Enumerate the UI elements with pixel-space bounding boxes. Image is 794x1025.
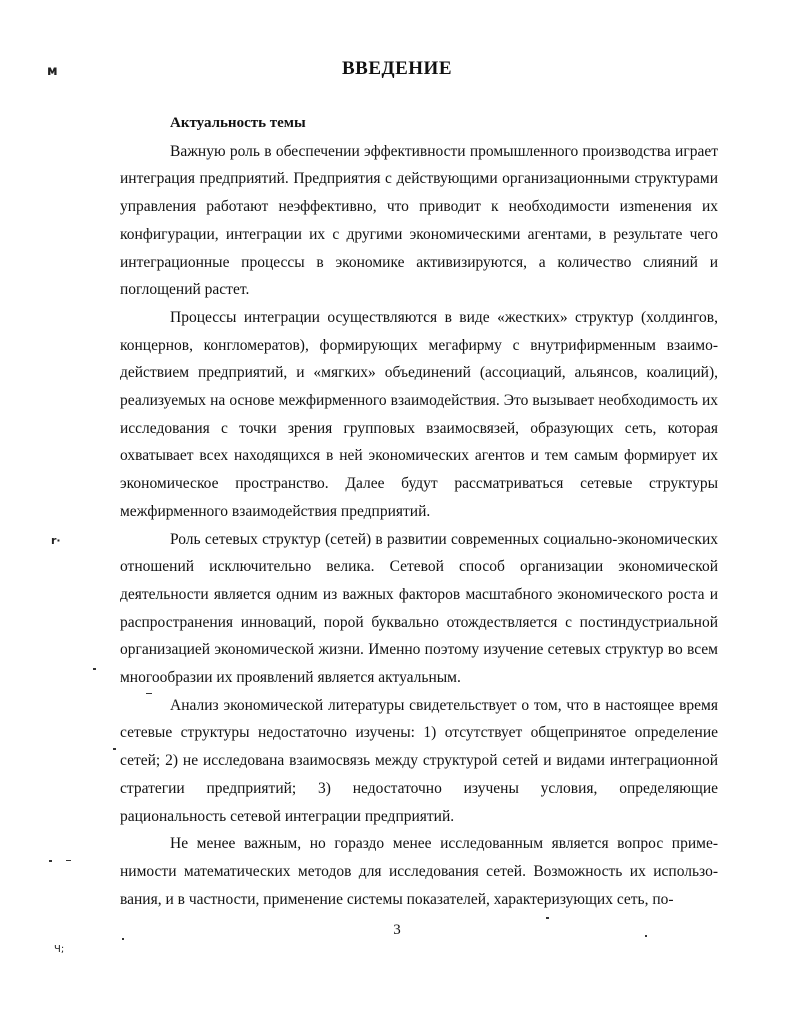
scan-artifact-mark: r· [51,534,61,547]
paragraph-5: Не менее важным, но гораздо менее исследованным является вопрос применимости математических методов для исследования сетей. Возможность их использования, и в частности, применение системы показателей, характеризующих сеть, по- [120,835,718,908]
paragraph-4: Анализ экономической литературы свидетельствует о том, что в настоящее время сетевые структуры недостаточно изучены: 1) отсутствует общепринятое определение сетей; 2) не исследована взаимосвязь между структурой сетей и видами интеграционной стратегии предприятий; 3) недостаточно изучены условия, определяющие рациональность сетевой интеграции предприятий. [120,696,718,825]
paragraph-1: Важную роль в обеспечении эффективности промышленного производства играет интеграция предприятий. Предприятия с действующими организационными структурами управления работают неэффективно, что приводит к необходимости изmенения их конфигурации, интеграции их с другими экономическими агентами, в результате чего интеграционные процессы в экономике активизируются, а количество слияний и поглощений растет. [120,142,718,299]
page-title: ВВЕДЕНИЕ [342,58,452,79]
scan-artifact-mark: м [47,64,58,79]
scan-artifact-mark: Ч; [54,944,65,955]
paragraph-2: Процессы интеграции осуществляются в виде «жестких» структур (холдингов, концернов, конгломератов), формирующих мегафирму с внутрифирменным взаимодействием предприятий, и «мягких» объединений (ассоциаций, альянсов, коалиций), реализуемых на основе межфирменного взаимодействия. Это вызывает необходимость их исследования с точки зрения групповых взаимосвязей, образующих сеть, которая охватывает всех находящихся в ней экономических агентов и тем самым формирует их экономическое пространство. Далее будут рассматриваться сетевые структуры межфирменного взаимодействия предприятий. [120,308,718,520]
scan-speck [49,860,52,862]
scan-speck [66,860,71,861]
scan-speck [93,668,96,670]
page-number: 3 [393,922,401,938]
section-subheading: Актуальность темы [170,115,306,131]
scan-speck [546,917,549,919]
scan-speck [113,748,116,750]
document-body [120,110,718,913]
paragraph-3: Роль сетевых структур (сетей) в развитии современных социально-экономических отношений исключительно велика. Сетевой способ организации экономической деятельности является одним из важных факторов масштабного экономического роста и распространения инноваций, порой буквально отождествляется с постиндустриальной организацией экономической жизни. Именно поэтому изучение сетевых структур во всем многообразии их проявлений является актуальным. [120,530,718,687]
